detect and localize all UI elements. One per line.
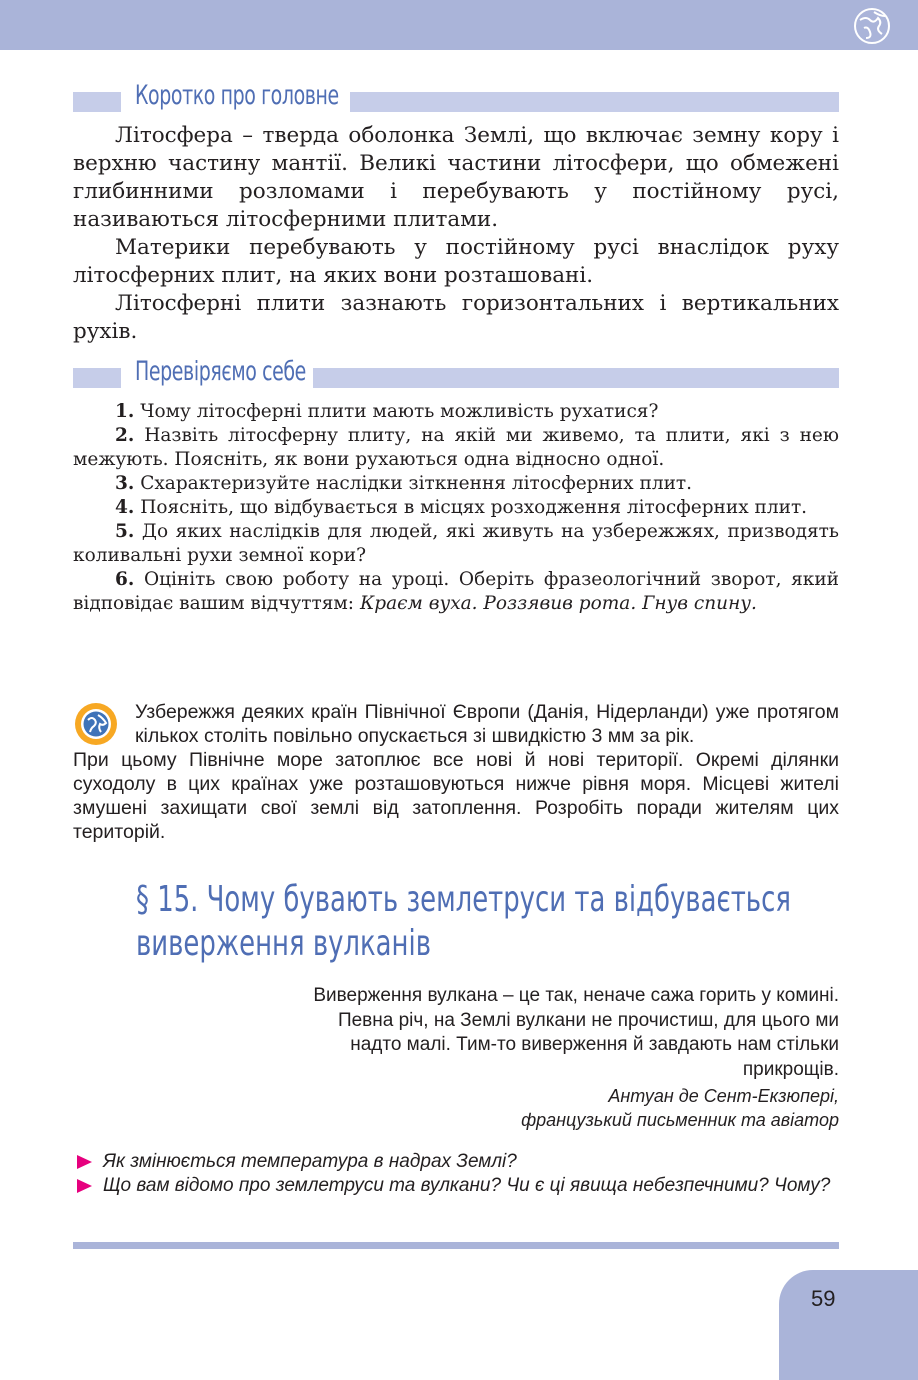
prompt-item xyxy=(77,1174,839,1198)
question-number: 3. xyxy=(115,473,135,494)
question-text: Назвіть літосферну плиту, на якій ми живемо, та плити, які з нею межують. Поясніть, як вони рухаються одна відносно одної. xyxy=(73,425,839,470)
epigraph-author-role: французький письменник та авіатор xyxy=(521,1110,839,1130)
pink-arrow-icon xyxy=(77,1179,92,1193)
page-number-tab xyxy=(779,1270,918,1380)
prompt-list xyxy=(77,1150,839,1197)
globe-logo-icon xyxy=(852,6,892,46)
check-heading-bar xyxy=(73,356,839,390)
summary-paragraph: Материки перебувають у постійному русі внаслідок руху літосферних плит, на яких вони розташовані. xyxy=(73,235,839,288)
check-heading: Перевіряємо себе xyxy=(135,356,306,387)
question-item xyxy=(73,400,839,424)
question-item xyxy=(73,496,839,520)
summary-heading: Коротко про головне xyxy=(135,80,339,111)
epigraph-quote: Виверження вулкана – це так, неначе сажа горить у комині. Певна річ, на Землі вулкани не прочистиш, для цього ми надто малі. Тим-то виверження й завдають нам стільки прикрощів. xyxy=(313,985,839,1080)
question-item xyxy=(73,520,839,568)
summary-paragraph: Літосферні плити зазнають горизонтальних і вертикальних рухів. xyxy=(73,291,839,344)
question-number: 6. xyxy=(115,569,135,590)
page-number: 59 xyxy=(811,1286,836,1311)
question-item xyxy=(73,424,839,472)
summary-heading-bar xyxy=(73,80,839,114)
summary-paragraph: Літосфера – тверда оболонка Землі, що включає земну кору і верхню частину мантії. Великі частини літосфери, що обмежені глибинними розломами і перебувають у постійному русі, називаються літосферними плитами. xyxy=(73,123,839,232)
paragraph-title xyxy=(136,878,791,966)
question-list xyxy=(73,400,839,616)
task-block xyxy=(73,700,839,844)
prompt-text: Як змінюється температура в надрах Землі? xyxy=(103,1151,517,1172)
question-number: 1. xyxy=(115,401,135,422)
task-lead: Узбережжя деяких країн Північної Європи (Данія, Нідерланди) уже протягом кількох століть повільно опускається зі швидкістю 3 мм за рік. xyxy=(135,701,839,747)
question-number: 2. xyxy=(115,425,135,446)
question-text: Оцініть свою роботу на уроці. Оберіть фразеологічний зворот, який відповідає вашим відчуттям: xyxy=(73,569,839,614)
heading-bar-left xyxy=(73,368,121,388)
question-text: Схарактеризуйте наслідки зіткнення літосферних плит. xyxy=(140,473,693,494)
heading-bar-right xyxy=(313,368,839,388)
question-item xyxy=(73,472,839,496)
prompt-text: Що вам відомо про землетруси та вулкани? Чи є ці явища небезпечними? Чому? xyxy=(103,1174,831,1196)
task-text: При цьому Північне море затоплює все нові й нові території. Окремі ділянки суходолу в цих країнах уже розташовуються нижче рівня моря. Місцеві жителі змушені захищати свої землі від затоплення. Розробіть поради жителям цих територій. xyxy=(73,749,839,843)
question-item xyxy=(73,568,839,616)
top-header-band xyxy=(0,0,918,50)
bottom-divider xyxy=(73,1242,839,1249)
heading-bar-left xyxy=(73,92,121,112)
question-number: 4. xyxy=(115,497,135,518)
epigraph-author: Антуан де Сент-Екзюпері, xyxy=(608,1086,839,1106)
question-idioms: Краєм вуха. Роззявив рота. Гнув спину. xyxy=(359,593,757,614)
paragraph-title-line: виверження вулканів xyxy=(136,923,431,964)
summary-text xyxy=(73,122,839,346)
question-text: Чому літосферні плити мають можливість рухатися? xyxy=(140,401,659,422)
heading-bar-right xyxy=(350,92,839,112)
question-text: Поясніть, що відбувається в місцях розходження літосферних плит. xyxy=(140,497,808,518)
pink-arrow-icon xyxy=(77,1155,92,1169)
question-text: До яких наслідків для людей, які живуть на узбережжях, призводять коливальні рухи земної кори? xyxy=(73,521,839,566)
epigraph xyxy=(300,984,839,1132)
prompt-item xyxy=(77,1150,839,1174)
question-number: 5. xyxy=(115,521,135,542)
paragraph-title-line: § 15. Чому бувають землетруси та відбувається xyxy=(136,879,791,920)
